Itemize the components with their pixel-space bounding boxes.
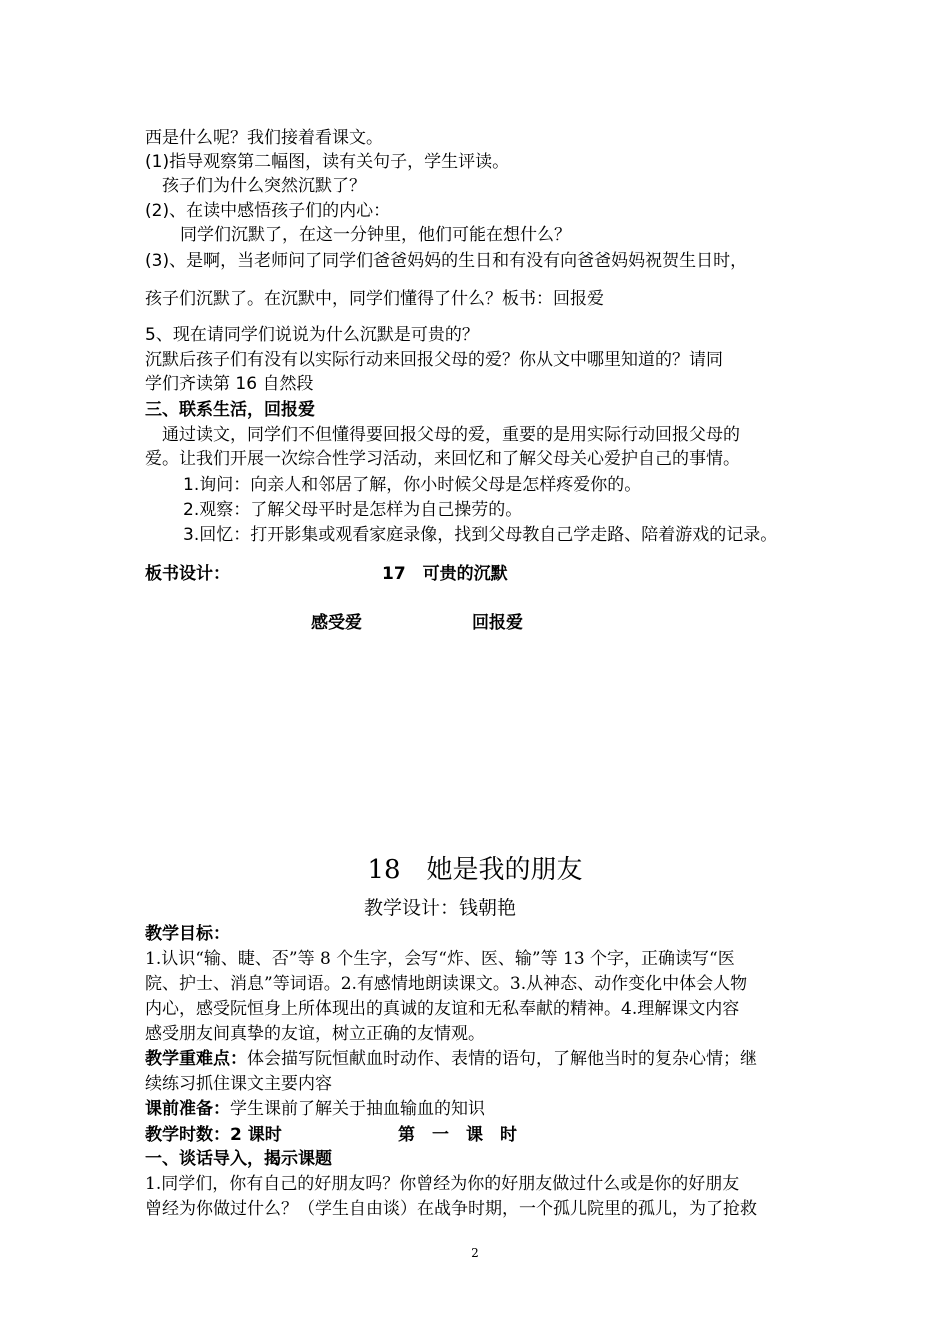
- preparation: [145, 1097, 485, 1121]
- page-number: 2: [471, 1246, 479, 1260]
- goals-label: 教学目标：: [145, 924, 230, 944]
- text-line: 西是什么呢？我们接着看课文。: [145, 128, 383, 148]
- section-heading: 三、联系生活，回报爱: [145, 400, 315, 420]
- text-line: 续练习抓住课文主要内容: [145, 1074, 332, 1094]
- text-line: 曾经为你做过什么？（学生自由谈）在战争时期，一个孤儿院里的孤儿，为了抢救: [145, 1199, 757, 1219]
- section-heading: 一、谈话导入，揭示课题: [145, 1149, 332, 1169]
- text-line: 孩子们沉默了。在沉默中，同学们懂得了什么？板书：回报爱: [145, 289, 604, 309]
- board-title: 17 可贵的沉默: [382, 564, 508, 584]
- text-line: 5、现在请同学们说说为什么沉默是可贵的？: [145, 325, 479, 345]
- teaching-hours: [145, 1123, 282, 1147]
- board-label: 板书设计：: [145, 564, 230, 584]
- list-item: 2.观察：了解父母平时是怎样为自己操劳的。: [183, 500, 523, 520]
- text-line: (2)、在读中感悟孩子们的内心：: [145, 201, 391, 221]
- text-line: 沉默后孩子们有没有以实际行动来回报父母的爱？你从文中哪里知道的？请同: [145, 350, 723, 370]
- text-line: 感受朋友间真挚的友谊，树立正确的友情观。: [145, 1024, 485, 1044]
- list-item: 3.回忆：打开影集或观看家庭录像，找到父母教自己学走路、陪着游戏的记录。: [183, 525, 778, 545]
- lesson-subtitle: 教学设计：钱朝艳: [363, 897, 516, 919]
- prep-text: 学生课前了解关于抽血输血的知识: [230, 1099, 485, 1119]
- text-line: 通过读文，同学们不但懂得要回报父母的爱，重要的是用实际行动回报父母的: [162, 425, 740, 445]
- text-line: 学们齐读第 16 自然段: [145, 374, 314, 394]
- list-item: 1.询问：向亲人和邻居了解，你小时候父母是怎样疼爱你的。: [183, 475, 642, 495]
- period-label: 第 一 课 时: [398, 1125, 517, 1145]
- key-text: 体会描写阮恒献血时动作、表情的语句，了解他当时的复杂心情；继: [247, 1049, 757, 1069]
- lesson-title: 18 她是我的朋友: [367, 855, 583, 885]
- text-line: 爱。让我们开展一次综合性学习活动，来回忆和了解父母关心爱护自己的事情。: [145, 449, 740, 469]
- text-line: (1)指导观察第二幅图，读有关句子，学生评读。: [145, 152, 510, 172]
- hours-value: 2 课时: [230, 1125, 282, 1145]
- board-right-text: 回报爱: [472, 613, 523, 633]
- board-left-text: 感受爱: [311, 613, 362, 633]
- prep-label: 课前准备：: [145, 1099, 230, 1119]
- text-line: 内心，感受阮恒身上所体现出的真诚的友谊和无私奉献的精神。4.理解课文内容: [145, 999, 740, 1019]
- text-line: 同学们沉默了，在这一分钟里，他们可能在想什么？: [180, 225, 571, 245]
- hours-label: 教学时数：: [145, 1125, 230, 1145]
- text-line: 1.认识“输、睫、否”等 8 个生字，会写“炸、医、输”等 13 个字，正确读写“医: [145, 949, 735, 969]
- key-points: [145, 1047, 757, 1071]
- text-line: 院、护士、消息”等词语。2.有感情地朗读课文。3.从神态、动作变化中体会人物: [145, 974, 748, 994]
- text-line: 孩子们为什么突然沉默了？: [162, 176, 366, 196]
- key-label: 教学重难点：: [145, 1049, 247, 1069]
- text-line: 1.同学们，你有自己的好朋友吗？你曾经为你的好朋友做过什么或是你的好朋友: [145, 1174, 740, 1194]
- text-line: (3)、是啊，当老师问了同学们爸爸妈妈的生日和有没有向爸爸妈妈祝贺生日时，: [145, 251, 748, 271]
